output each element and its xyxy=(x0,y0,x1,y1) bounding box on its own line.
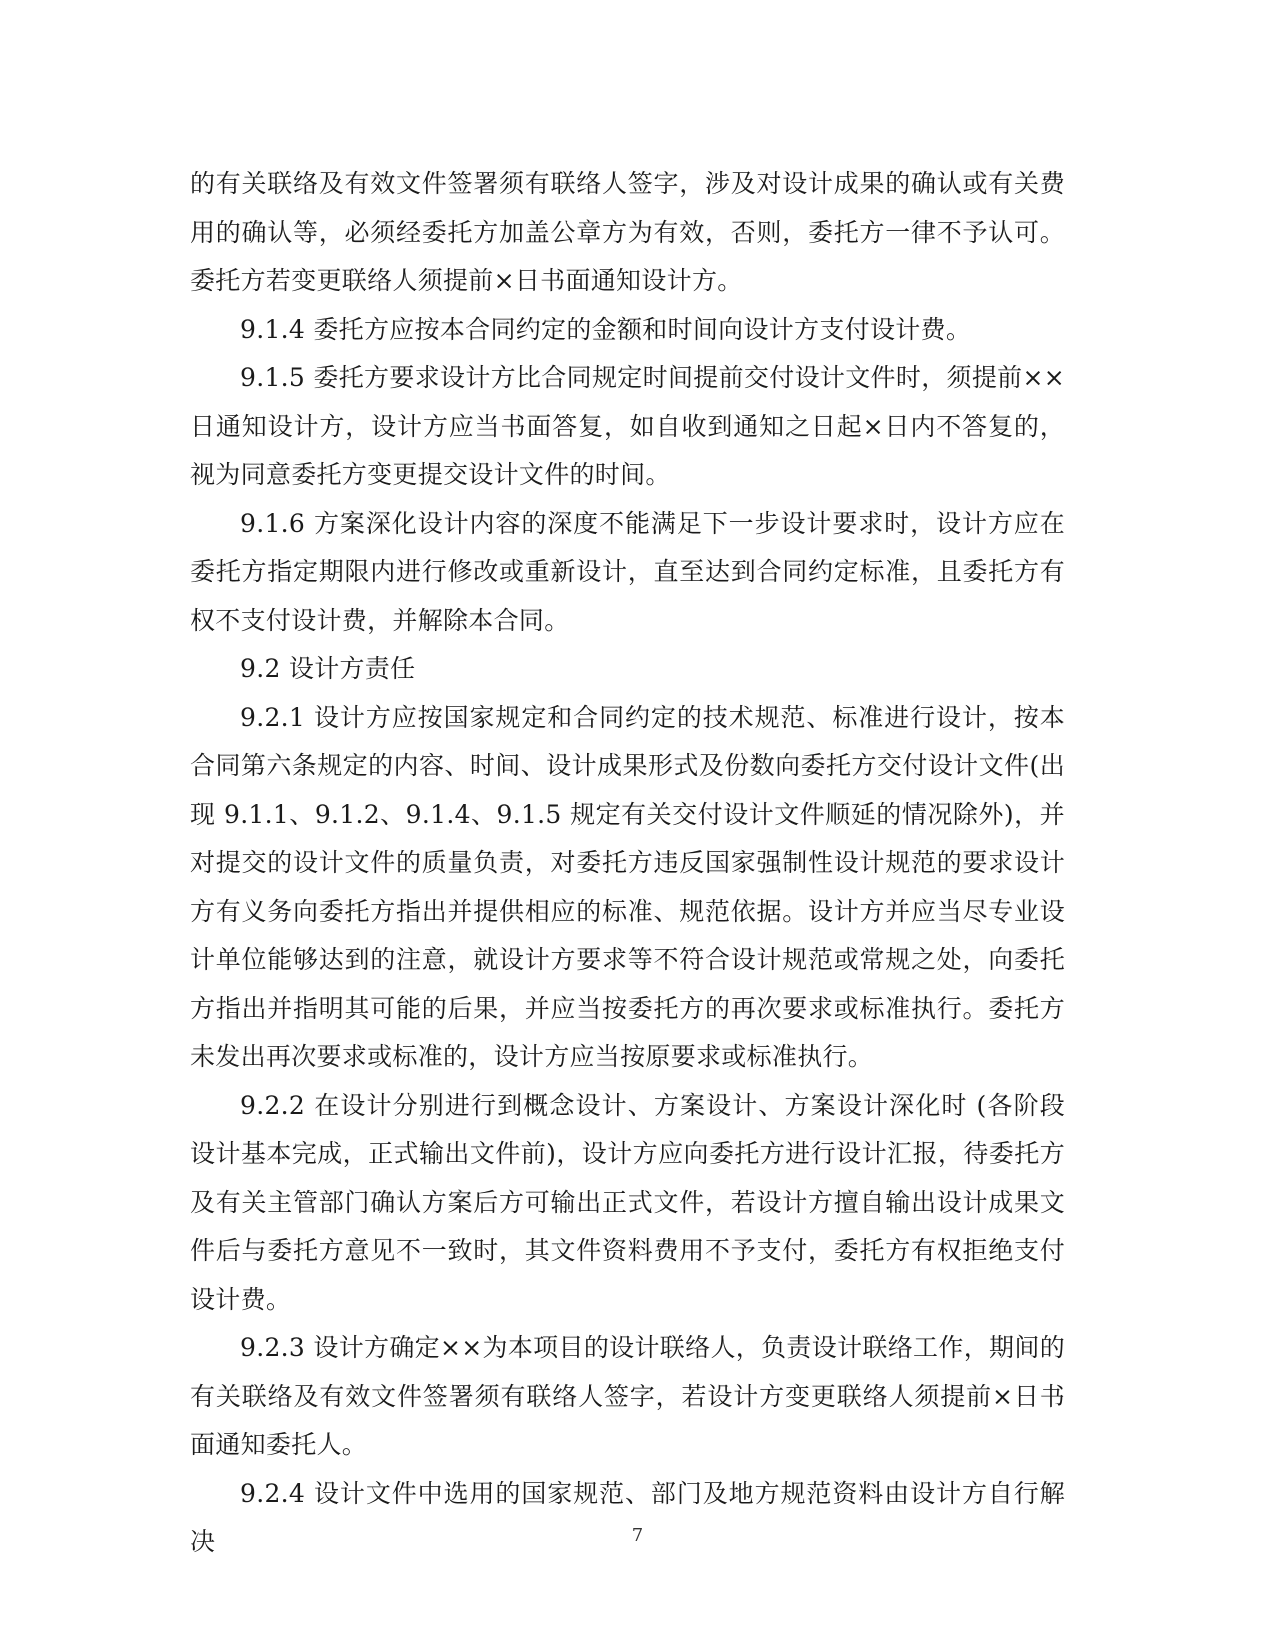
paragraph-clause-9-2-3: 9.2.3 设计方确定××为本项目的设计联络人，负责设计联络工作，期间的有关联络及有效文件签署须有联络人签字，若设计方变更联络人须提前×日书面通知委托人。 xyxy=(190,1333,1065,1459)
paragraph-clause-9-1-5: 9.1.5 委托方要求设计方比合同规定时间提前交付设计文件时，须提前××日通知设计方，设计方应当书面答复，如自收到通知之日起×日内不答复的，视为同意委托方变更提交设计文件的时间。 xyxy=(190,363,1065,489)
section-heading-9-2: 9.2 设计方责任 xyxy=(240,654,416,683)
paragraph-clause-9-1-6: 9.1.6 方案深化设计内容的深度不能满足下一步设计要求时，设计方应在委托方指定期限内进行修改或重新设计，直至达到合同约定标准，且委托方有权不支付设计费，并解除本合同。 xyxy=(190,508,1065,635)
document-body xyxy=(190,160,1065,1567)
paragraph-clause-9-2-1: 9.2.1 设计方应按国家规定和合同约定的技术规范、标准进行设计，按本合同第六条规定的内容、时间、设计成果形式及份数向委托方交付设计文件(出现 9.1.1、9.1.2、9.1.4、9.1.5 规定有关交付设计文件顺延的情况除外)，并对提交的设计文件的质量负责，对委托方违反国家强制性设计规范的要求设计方有义务向委托方指出并提供相应的标准、规范依据。设计方并应当尽专业设计单位能够达到的注意，就设计方要求等不符合设计规范或常规之处，向委托方指出并指明其可能的后果，并应当按委托方的再次要求或标准执行。委托方未发出再次要求或标准的，设计方应当按原要求或标准执行。 xyxy=(190,702,1065,1071)
paragraph-clause-9-2-2: 9.2.2 在设计分别进行到概念设计、方案设计、方案设计深化时 (各阶段设计基本完成，正式输出文件前)，设计方应向委托方进行设计汇报，待委托方及有关主管部门确认方案后方可输出正式文件，若设计方擅自输出设计成果文件后与委托方意见不一致时，其文件资料费用不予支付，委托方有权拒绝支付设计费。 xyxy=(190,1090,1065,1314)
paragraph-clause-9-1-4: 9.1.4 委托方应按本合同约定的金额和时间向设计方支付设计费。 xyxy=(240,314,972,344)
paragraph-clause-9-2-4: 9.2.4 设计文件中选用的国家规范、部门及地方规范资料由设计方自行解决 xyxy=(190,1478,1065,1556)
paragraph-continuation: 的有关联络及有效文件签署须有联络人签字，涉及对设计成果的确认或有关费用的确认等，必须经委托方加盖公章方为有效，否则，委托方一律不予认可。委托方若变更联络人须提前×日书面通知设计方。 xyxy=(190,169,1065,295)
page-number: 7 xyxy=(631,1525,644,1546)
